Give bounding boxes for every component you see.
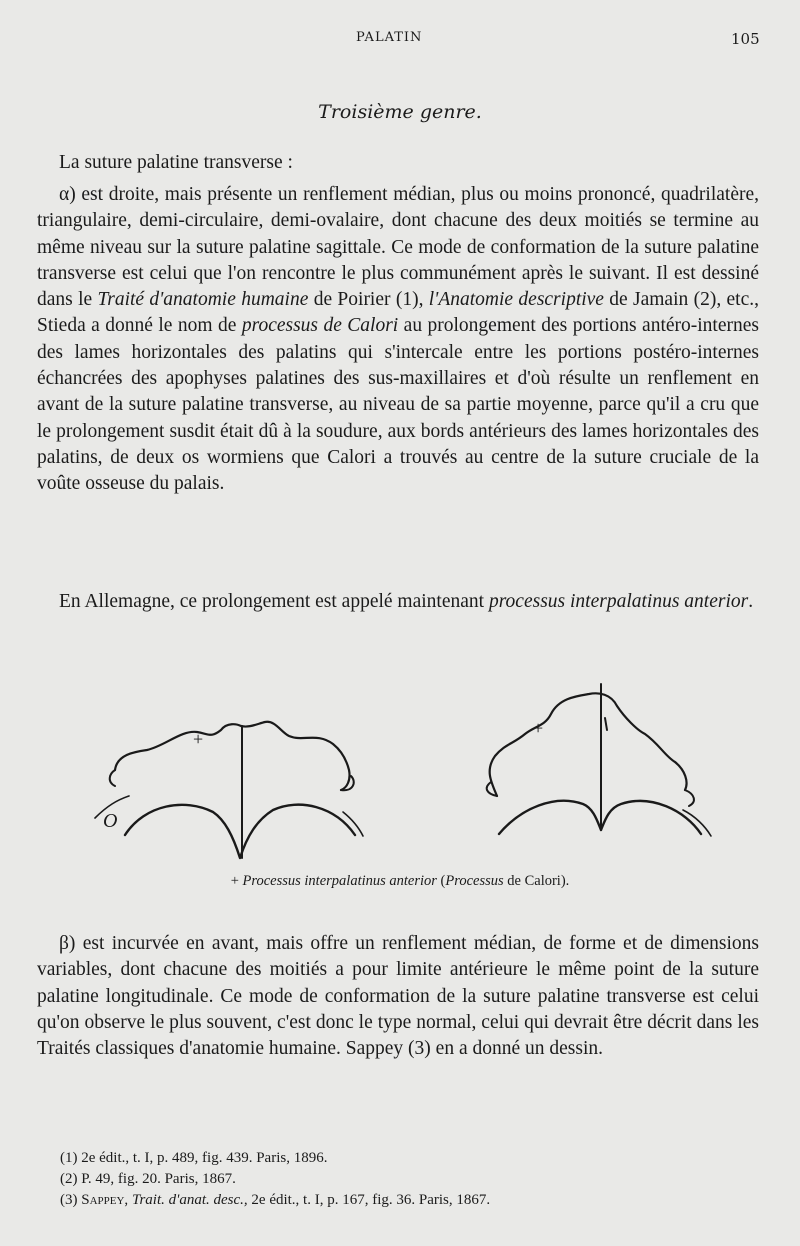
running-head [0,30,800,54]
left-plus-mark: + [193,729,204,749]
figure-caption: + Processus interpalatinus anterior (Processus de Calori). [230,873,570,889]
left-palate-drawing [95,722,363,858]
paragraph-alpha: α) est droite, mais présente un renflement médian, plus ou moins prononcé, quadrilatère, triangulaire, demi-circulaire, demi-ovalaire, dont chacune des deux moitiés se termine au même niveau sur la suture palatine sagittale. Ce mode de conformation de la suture palatine transverse est celui que l'on rencontre le plus communément après le suivant. Il est dessiné dans le Traité d'anatomie humaine de Poirier (1), l'Anatomie descriptive de Jamain (2), etc., Stieda a donné le nom de processus de Calori au prolongement des portions antéro-internes des lames horizontales des palatins qui s'intercale entre les portions postéro-internes échancrées des apophyses palatines des sus-maxillaires et d'où résulte un renflement en avant de la suture palatine transverse, au niveau de sa partie moyenne, parce qu'il a cru que le prolongement susdit était dû à la soudure, aux bords antérieurs des lames horizontales des palatins, de deux os wormiens que Calori a trouvés au centre de la suture cruciale de la voûte osseuse du palais. [37,184,759,495]
right-palate-drawing [487,684,711,836]
footnotes [60,1148,760,1211]
footnote-1: (1) 2e édit., t. I, p. 489, fig. 439. Paris, 1896. [60,1150,328,1166]
beta-marker: β) [59,933,76,954]
section-title: Troisième genre. [318,101,482,123]
italic-traite: Traité d'anatomie humaine [97,289,309,311]
footnote-3: (3) Sappey, Trait. d'anat. desc., 2e édit., t. I, p. 167, fig. 36. Paris, 1867. [60,1192,491,1208]
italic-processus-calori: processus de Calori [241,315,399,337]
running-title: PALATIN [356,30,423,45]
footnote-2: (2) P. 49, fig. 20. Paris, 1867. [60,1171,236,1187]
alpha-marker: α) [59,184,76,205]
svg-text:O: O [103,810,118,832]
page-number: 105 [731,30,760,48]
italic-anatomie-descriptive: l'Anatomie descriptive [428,289,604,311]
paragraph-intro: La suture palatine transverse : [59,152,293,173]
paragraph-germany: En Allemagne, ce prolongement est appelé maintenant processus interpalatinus anterior. [59,591,754,612]
right-plus-mark: + [533,718,544,738]
italic-processus-interpalatinus: processus interpalatinus anterior [488,591,749,612]
suture-figure [85,670,725,870]
paragraph-beta: β) est incurvée en avant, mais offre un renflement médian, de forme et de dimensions variables, dont chacune des moitiés a pour limite antérieure le même point de la suture palatine longitudinale. Ce mode de conformation de la suture palatine transverse est celui qu'on observe le plus souvent, c'est donc le type normal, celui qui devrait être décrit dans les Traités classiques d'anatomie humaine. Sappey (3) en a donné un dessin. [37,933,759,1060]
